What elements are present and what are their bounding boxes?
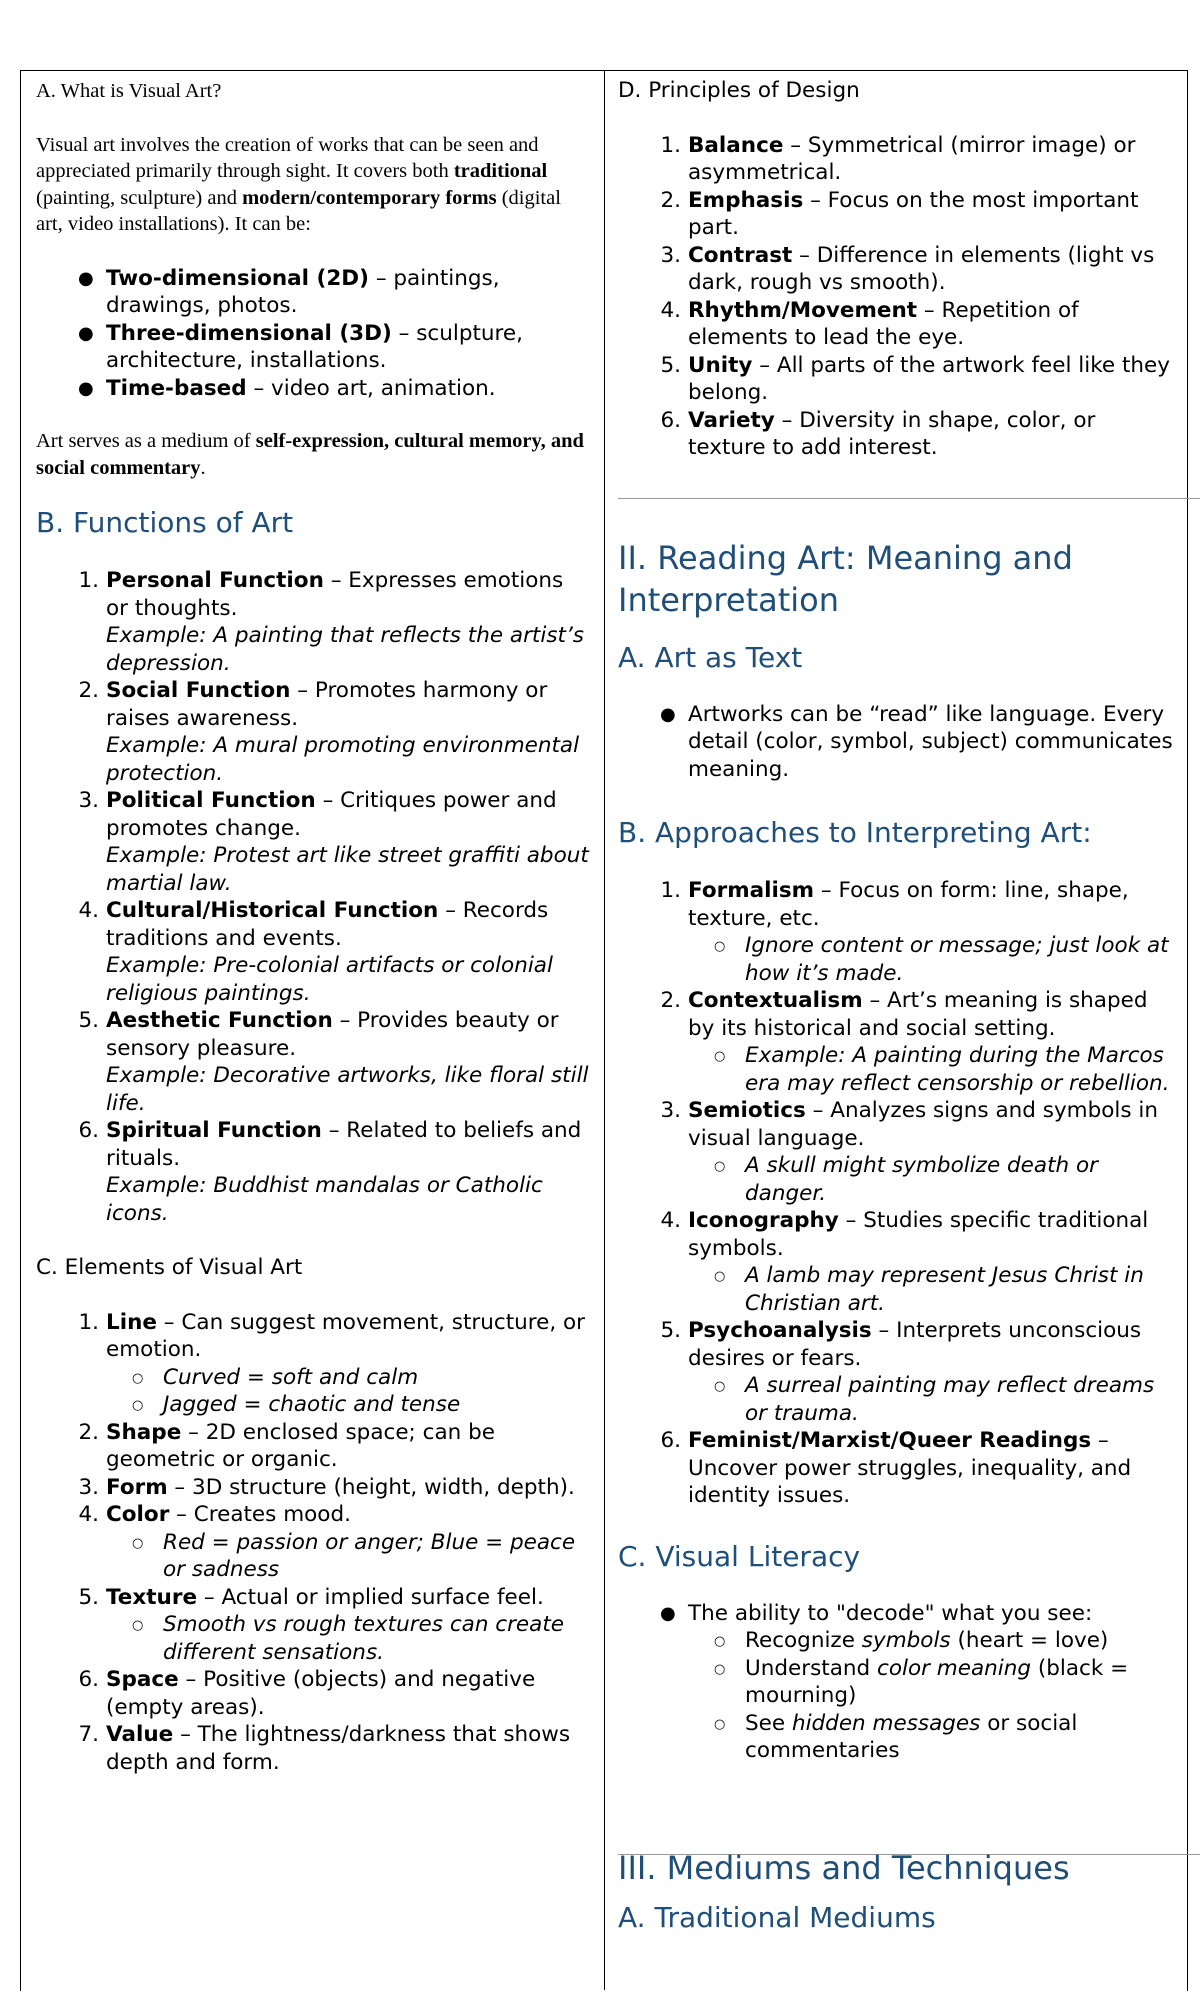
list-item: 3. Form – 3D structure (height, width, depth). — [78, 1474, 575, 1500]
circle-bullet-icon: ○ — [714, 1716, 726, 1732]
circle-bullet-icon: ○ — [132, 1618, 144, 1633]
art-summary: Art serves as a medium of self-expression, cultural memory, and social commentary. — [36, 430, 584, 479]
traditional-mediums-title: A. Traditional Mediums — [618, 1900, 936, 1934]
list-item: 2. Contextualism – Art’s meaning is shaped by its historical and social setting. ○ Example: A painting during the Marcos era may reflect censorship or rebellion. — [688, 987, 1178, 1097]
right-column — [618, 70, 1178, 1935]
functions-list — [36, 567, 591, 1227]
list-item: 2. Emphasis – Focus on the most important part. — [660, 187, 1139, 240]
sub-list-item: ○ Recognize symbols (heart = love) — [745, 1627, 1178, 1655]
sub-list-item: ○ A skull might symbolize death or danger. — [714, 1153, 1098, 1206]
list-item: 2. Social Function – Promotes harmony or raises awareness. Example: A mural promoting environmental protection. — [78, 678, 580, 786]
circle-bullet-icon: ○ — [714, 1379, 726, 1394]
list-item: 1. Personal Function – Expresses emotions or thoughts. Example: A painting that reflects the artist’s depression. — [78, 568, 584, 676]
list-item: 4. Rhythm/Movement – Repetition of elements to lead the eye. — [660, 297, 1079, 350]
approaches-list — [618, 877, 1178, 1510]
sub-list-item: ○ Ignore content or message; just look at how it’s made. — [714, 933, 1169, 986]
sub-list-item: ○ Example: A painting during the Marcos era may reflect censorship or rebellion. — [714, 1043, 1170, 1096]
circle-bullet-icon: ○ — [714, 1269, 726, 1284]
list-item: 6. Feminist/Marxist/Queer Readings – Uncover power struggles, inequality, and identity issues. — [660, 1428, 1132, 1508]
list-item: ● The ability to "decode" what you see: ○ Recognize symbols (heart = love) ○ Understand color meaning (black = mourning) ○ See hidden messages or social commentaries — [688, 1600, 1178, 1765]
sub-list-item: ○ A lamb may represent Jesus Christ in Christian art. — [714, 1263, 1144, 1316]
bullet-icon: ● — [78, 267, 94, 289]
circle-bullet-icon: ○ — [132, 1398, 144, 1413]
list-item: ● Two-dimensional (2D) – paintings, drawings, photos. — [78, 265, 500, 318]
list-item: 4. Iconography – Studies specific traditional symbols. ○ A lamb may represent Jesus Christ in Christian art. — [688, 1207, 1178, 1317]
bullet-icon: ● — [78, 322, 94, 344]
circle-bullet-icon: ○ — [714, 1661, 726, 1677]
list-item: 1. Formalism – Focus on form: line, shape, texture, etc. ○ Ignore content or message; just look at how it’s made. — [688, 877, 1178, 987]
approaches-title: B. Approaches to Interpreting Art: — [618, 816, 1092, 849]
circle-bullet-icon: ○ — [714, 1159, 726, 1174]
list-item: 3. Political Function – Critiques power and promotes change. Example: Protest art like street graffiti about martial law. — [78, 788, 589, 896]
list-item: 5. Psychoanalysis – Interprets unconscious desires or fears. ○ A surreal painting may reflect dreams or trauma. — [688, 1317, 1178, 1427]
list-item: 5. Aesthetic Function – Provides beauty or sensory pleasure. Example: Decorative artworks, like floral still life. — [78, 1008, 589, 1116]
elements-list — [36, 1309, 591, 1777]
section-d-title: D. Principles of Design — [618, 78, 860, 103]
list-item: 7. Value – The lightness/darkness that shows depth and form. — [78, 1722, 571, 1775]
sub-list-item: ○ Jagged = chaotic and tense — [163, 1391, 591, 1419]
sub-list-item: ○ A surreal painting may reflect dreams or trauma. — [714, 1373, 1155, 1426]
list-item: 3. Contrast – Difference in elements (light vs dark, rough vs smooth). — [660, 242, 1155, 295]
sub-list-item: ○ Curved = soft and calm — [163, 1364, 591, 1392]
list-item: 2. Shape – 2D enclosed space; can be geometric or organic. — [78, 1419, 495, 1472]
bullet-icon: ● — [660, 703, 676, 725]
list-item: 4. Cultural/Historical Function – Records traditions and events. Example: Pre-colonial artifacts or colonial religious paintings. — [78, 898, 553, 1006]
list-item: ● Time-based – video art, animation. — [78, 375, 496, 401]
section-a-title: A. What is Visual Art? — [36, 80, 222, 102]
art-as-text-list — [618, 701, 1178, 784]
list-item: 5. Texture – Actual or implied surface feel. ○ Smooth vs rough textures can create different sensations. — [106, 1584, 591, 1667]
sub-list-item: ○ See hidden messages or social commentaries — [714, 1710, 1078, 1763]
section-2-title: II. Reading Art: Meaning and Interpretation — [618, 538, 1073, 619]
list-item: 6. Variety – Diversity in shape, color, or texture to add interest. — [660, 407, 1096, 460]
bullet-icon: ● — [78, 377, 94, 399]
visual-literacy-list — [618, 1600, 1178, 1765]
list-item: 6. Spiritual Function – Related to beliefs and rituals. Example: Buddhist mandalas or Catholic icons. — [78, 1118, 582, 1226]
list-item: 1. Line – Can suggest movement, structure, or emotion. ○ Curved = soft and calm ○ Jagged = chaotic and tense — [106, 1309, 591, 1419]
sub-list-item: ○ Smooth vs rough textures can create different sensations. — [132, 1612, 564, 1665]
circle-bullet-icon: ○ — [132, 1370, 144, 1386]
section-c-title: C. Elements of Visual Art — [36, 1255, 303, 1280]
left-column — [36, 70, 591, 1776]
sub-list-item: ○ Red = passion or anger; Blue = peace or sadness — [132, 1529, 576, 1582]
principles-list — [618, 132, 1178, 462]
list-item: 4. Color – Creates mood. ○ Red = passion or anger; Blue = peace or sadness — [106, 1501, 591, 1584]
circle-bullet-icon: ○ — [132, 1535, 144, 1551]
bullet-icon: ● — [660, 1602, 676, 1624]
art-types-list — [36, 265, 591, 403]
section-b-title: B. Functions of Art — [36, 506, 294, 539]
visual-literacy-title: C. Visual Literacy — [618, 1539, 861, 1573]
list-item: 6. Space – Positive (objects) and negative (empty areas). — [78, 1667, 536, 1720]
list-item: 1. Balance – Symmetrical (mirror image) or asymmetrical. — [660, 132, 1136, 185]
column-divider — [604, 70, 605, 1990]
list-item: 5. Unity – All parts of the artwork feel like they belong. — [660, 352, 1170, 405]
list-item: ● Artworks can be “read” like language. Every detail (color, symbol, subject) communicates meaning. — [660, 701, 1173, 782]
list-item: 3. Semiotics – Analyzes signs and symbols in visual language. ○ A skull might symbolize death or danger. — [688, 1097, 1178, 1207]
circle-bullet-icon: ○ — [714, 1049, 726, 1064]
list-item: ● Three-dimensional (3D) – sculpture, architecture, installations. — [78, 320, 523, 373]
sub-list-item: ○ Understand color meaning (black = mourning) — [714, 1655, 1129, 1708]
visual-art-intro: Visual art involves the creation of works that can be seen and appreciated primarily through sight. It covers both traditional (painting, sculpture) and modern/contemporary forms (digital art, video installations). It can be: — [36, 133, 561, 235]
circle-bullet-icon: ○ — [714, 1634, 726, 1649]
art-as-text-title: A. Art as Text — [618, 640, 803, 674]
circle-bullet-icon: ○ — [714, 939, 726, 954]
section-3-title: III. Mediums and Techniques — [618, 1848, 1070, 1887]
